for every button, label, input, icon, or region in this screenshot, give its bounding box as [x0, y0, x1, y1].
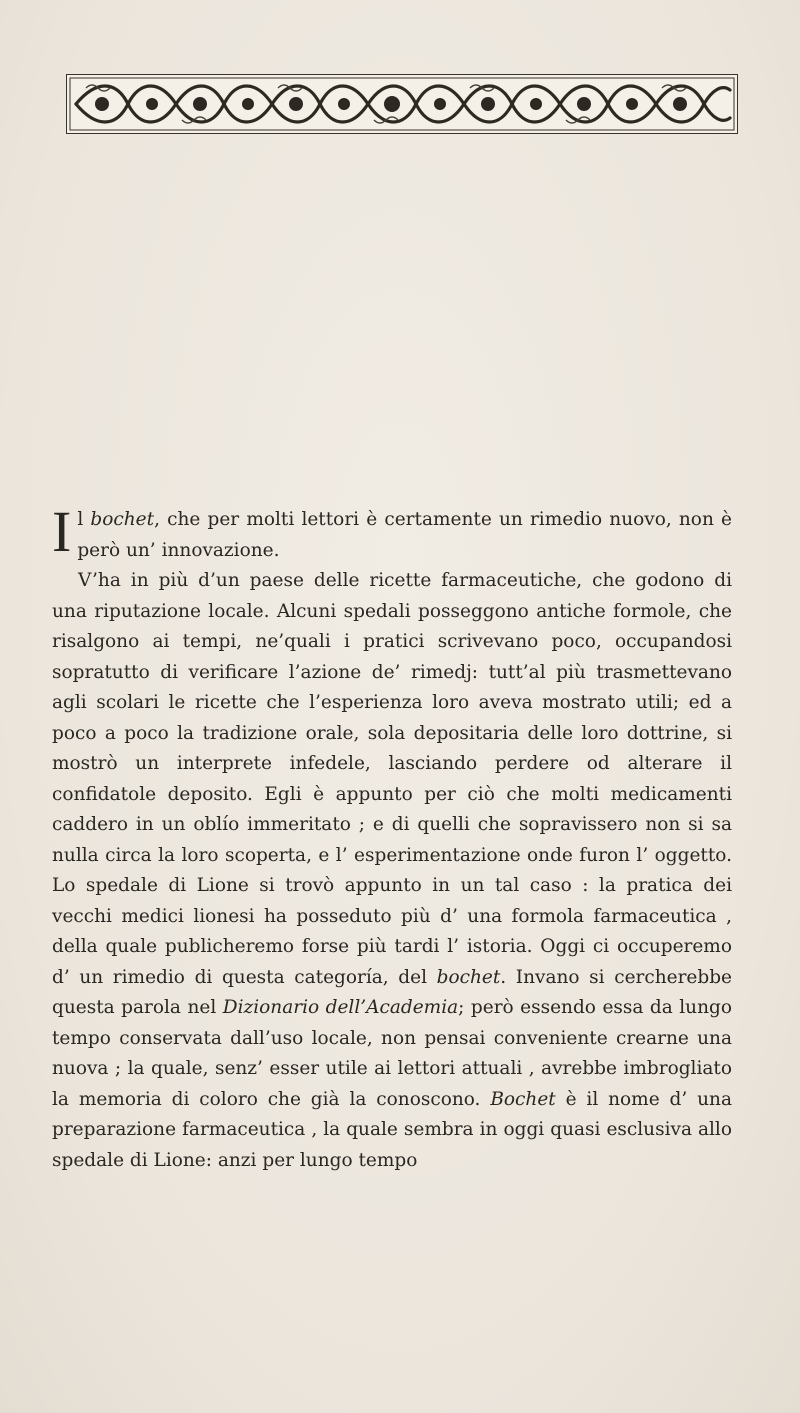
second-paragraph-part-a: V’ha in più d’un paese delle ricette farmaceutiche, che godono di una riputazione locale. Alcuni spedali posseggono antiche formole, che risalgono ai tempi, ne’quali i pratici scrivevano poco, occupandosi sopratutto di verificare l’azione de’ rimedj: tutt’al più trasmettevano agli scolari le ricette che l’esperienza loro aveva mostrato utili; ed a poco a poco la tradizione orale, sola depositaria delle loro dottrine, si mostrò un interprete infedele, lasciando perdere od alterare il confidatole deposito. Egli è appunto per ciò che molti medicamenti caddero in un oblío immeritato ; e di quelli che sopravissero non si sa nulla circa la loro scoperta, e l’ esperimentazione onde furon l’ oggetto. Lo spedale di Lione si trovò appunto in un tal caso : la pratica dei vecchi medici lionesi ha posseduto più d’ una formola farmaceutica , della quale publicheremo forse più tardi l’ istoria. Oggi ci occuperemo d’ un rimedio di questa categoría, del: [52, 570, 732, 988]
dictionary-title: Dizionario dell’Academia: [222, 997, 459, 1018]
decorative-headband-ornament-icon: [66, 74, 738, 134]
first-paragraph: [52, 499, 732, 566]
body-text: [52, 499, 733, 1176]
term-bochet-3: Bochet: [490, 1088, 556, 1110]
term-bochet-2: bochet: [436, 966, 501, 988]
drop-cap: I: [52, 499, 72, 564]
first-paragraph-rest: , che per molti lettori è certamente un rimedio nuovo, non è però un’ innovazione.: [77, 509, 732, 561]
second-paragraph-part-c: ; però essendo essa da lungo tempo conservata dall’uso locale, non pensai conveniente crearne una nuova ; la quale, senz’ esser utile ai lettori attuali , avrebbe imbrogliato la memoria di coloro che già la conoscono.: [52, 997, 732, 1110]
second-paragraph-part-b: . Invano si cercherebbe questa parola nel: [52, 966, 733, 1018]
second-paragraph-part-d: è il nome d’ una preparazione farmaceutica , la quale sembra in oggi quasi esclusiva allo spedale di Lione: anzi per lungo tempo: [52, 1088, 732, 1171]
second-paragraph: [52, 566, 732, 1176]
term-bochet: bochet: [90, 509, 155, 530]
first-paragraph-after-cap: l: [77, 509, 91, 530]
